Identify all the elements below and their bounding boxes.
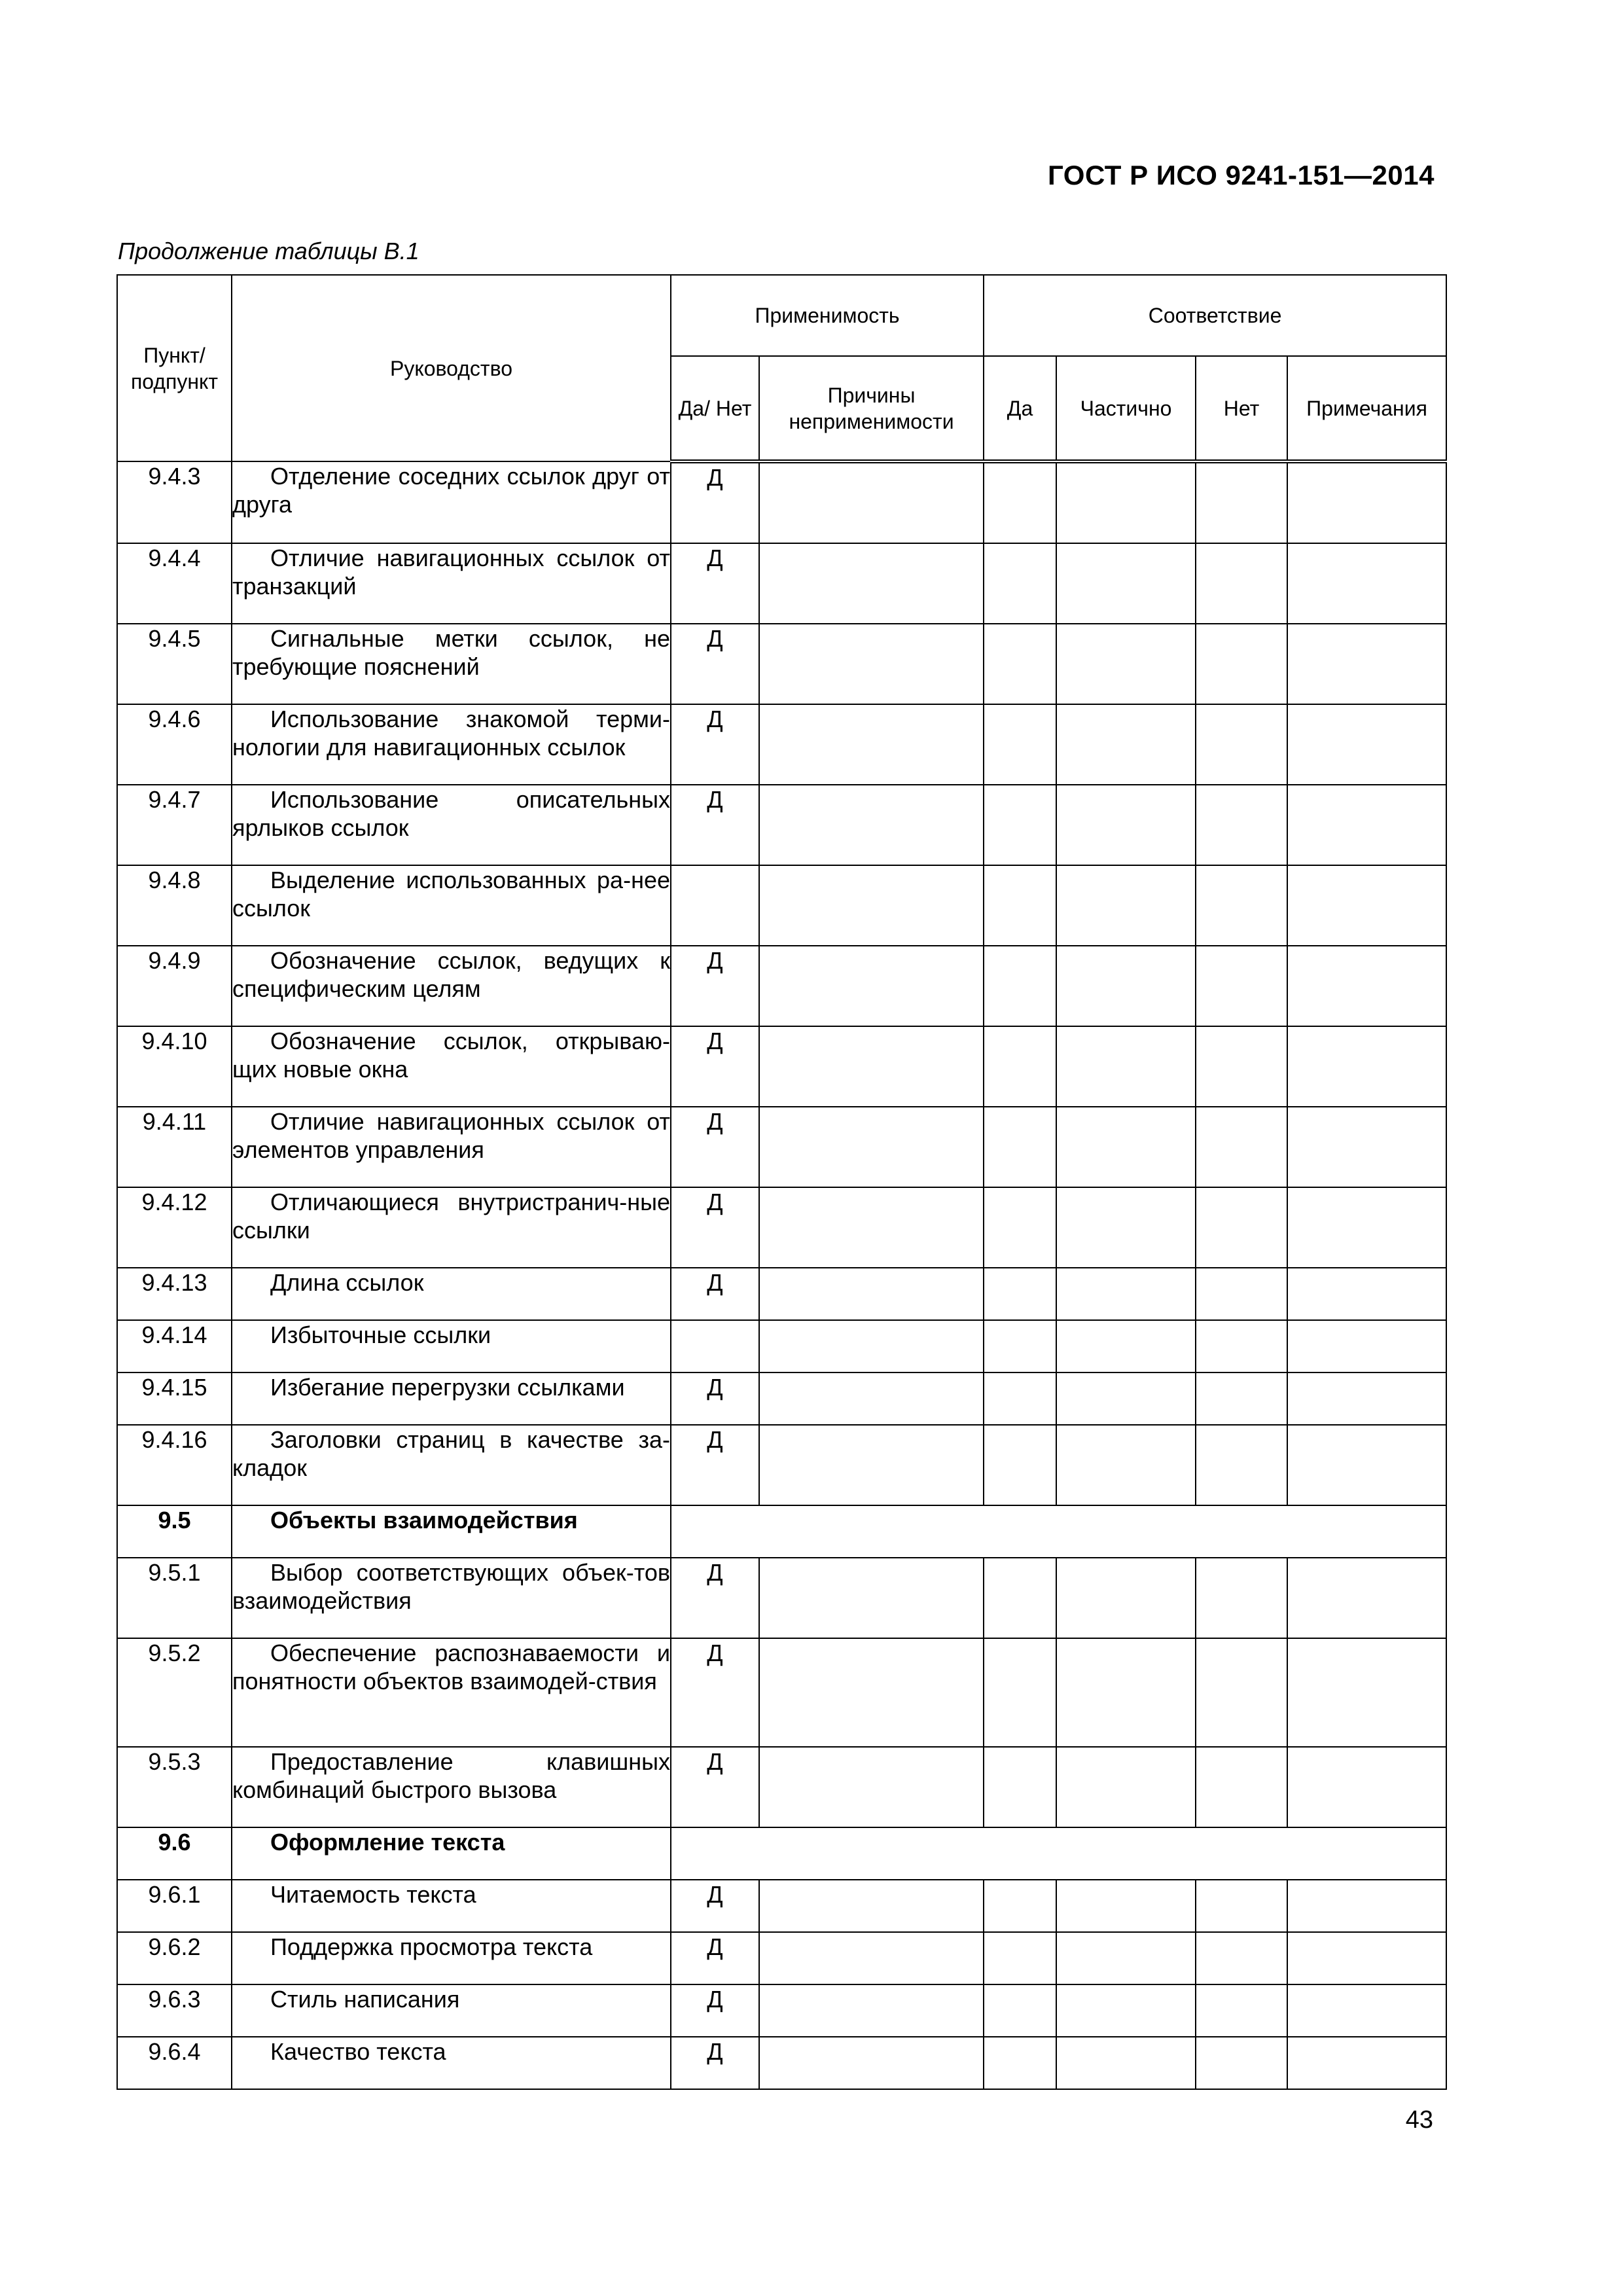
partial-cell [1056, 1638, 1196, 1747]
guidance-cell [232, 1187, 671, 1268]
header-guidance: Руководство [232, 275, 671, 461]
guidance-cell [232, 865, 671, 946]
notes-cell [1287, 1747, 1446, 1827]
guidance-text: Заголовки страниц в качестве за-кладок [232, 1426, 670, 1481]
guidance-text: Обеспечение распознаваемости и понятности объектов взаимодей-ствия [232, 1640, 670, 1695]
no-cell [1196, 461, 1287, 543]
applicability-cell: Д [671, 624, 759, 704]
notes-cell [1287, 1425, 1446, 1505]
table-caption: Продолжение таблицы В.1 [118, 238, 419, 264]
no-cell [1196, 785, 1287, 865]
table-row [117, 1107, 1446, 1187]
guidance-text: Длина ссылок [270, 1269, 424, 1296]
guidance-text: Читаемость текста [270, 1881, 476, 1908]
guidance-cell [232, 1372, 671, 1425]
reasons-cell [759, 1638, 984, 1747]
notes-cell [1287, 1638, 1446, 1747]
applicability-cell: Д [671, 1880, 759, 1932]
table-row [117, 1932, 1446, 1984]
partial-cell [1056, 1268, 1196, 1320]
notes-cell [1287, 1932, 1446, 1984]
guidance-cell [232, 1107, 671, 1187]
yes-cell [984, 1984, 1056, 2037]
guidance-cell [232, 1827, 671, 1880]
header-partial: Частично [1056, 356, 1196, 461]
item-number: 9.5.3 [117, 1747, 232, 1827]
guidance-text: Использование знакомой терми-нологии для навигационных ссылок [232, 706, 670, 761]
guidance-cell [232, 1320, 671, 1372]
yes-cell [984, 1026, 1056, 1107]
item-number: 9.6.3 [117, 1984, 232, 2037]
applicability-cell: Д [671, 1425, 759, 1505]
notes-cell [1287, 461, 1446, 543]
no-cell [1196, 1372, 1287, 1425]
partial-cell [1056, 461, 1196, 543]
guidance-cell [232, 1747, 671, 1827]
table-row [117, 1320, 1446, 1372]
no-cell [1196, 1747, 1287, 1827]
yes-cell [984, 785, 1056, 865]
table-row [117, 461, 1446, 543]
applicability-cell: Д [671, 704, 759, 785]
item-number: 9.4.6 [117, 704, 232, 785]
notes-cell [1287, 1187, 1446, 1268]
no-cell [1196, 1932, 1287, 1984]
applicability-cell: Д [671, 1026, 759, 1107]
table-row [117, 543, 1446, 624]
guidance-cell [232, 624, 671, 704]
table-row [117, 1638, 1446, 1747]
table-row [117, 704, 1446, 785]
partial-cell [1056, 1932, 1196, 1984]
document-code: ГОСТ Р ИСО 9241-151—2014 [1048, 160, 1435, 190]
yes-cell [984, 543, 1056, 624]
no-cell [1196, 624, 1287, 704]
table-row [117, 1268, 1446, 1320]
yes-cell [984, 704, 1056, 785]
partial-cell [1056, 1187, 1196, 1268]
notes-cell [1287, 543, 1446, 624]
yes-cell [984, 1638, 1056, 1747]
notes-cell [1287, 1026, 1446, 1107]
applicability-cell [671, 1320, 759, 1372]
reasons-cell [759, 785, 984, 865]
table-row [117, 1425, 1446, 1505]
yes-cell [984, 1187, 1056, 1268]
partial-cell [1056, 1880, 1196, 1932]
applicability-cell: Д [671, 2037, 759, 2089]
header-item: Пункт/ подпункт [117, 275, 232, 461]
table-row [117, 1880, 1446, 1932]
guidance-text: Поддержка просмотра текста [270, 1933, 593, 1960]
yes-cell [984, 461, 1056, 543]
applicability-cell [671, 865, 759, 946]
guidance-text: Выделение использованных ра-нее ссылок [232, 867, 670, 922]
reasons-cell [759, 1558, 984, 1638]
guidance-text: Стиль написания [270, 1986, 460, 2013]
no-cell [1196, 1984, 1287, 2037]
reasons-cell [759, 624, 984, 704]
partial-cell [1056, 1107, 1196, 1187]
partial-cell [1056, 2037, 1196, 2089]
reasons-cell [759, 1372, 984, 1425]
guidance-text: Избыточные ссылки [270, 1321, 491, 1348]
yes-cell [984, 624, 1056, 704]
yes-cell [984, 1320, 1056, 1372]
reasons-cell [759, 1984, 984, 2037]
item-number: 9.4.13 [117, 1268, 232, 1320]
guidance-text: Оформление текста [270, 1829, 505, 1856]
no-cell [1196, 865, 1287, 946]
no-cell [1196, 1107, 1287, 1187]
table-row [117, 1187, 1446, 1268]
guidance-text: Отличие навигационных ссылок от элементов управления [232, 1108, 670, 1163]
partial-cell [1056, 785, 1196, 865]
item-number: 9.4.4 [117, 543, 232, 624]
partial-cell [1056, 1747, 1196, 1827]
item-number: 9.4.10 [117, 1026, 232, 1107]
notes-cell [1287, 1107, 1446, 1187]
guidance-cell [232, 1638, 671, 1747]
item-number: 9.4.11 [117, 1107, 232, 1187]
guidance-cell [232, 1268, 671, 1320]
yes-cell [984, 1372, 1056, 1425]
partial-cell [1056, 1984, 1196, 2037]
applicability-cell: Д [671, 1747, 759, 1827]
reasons-cell [759, 543, 984, 624]
applicability-cell: Д [671, 543, 759, 624]
guidance-cell [232, 704, 671, 785]
no-cell [1196, 946, 1287, 1026]
header-notes: Примечания [1287, 356, 1446, 461]
notes-cell [1287, 865, 1446, 946]
guidance-text: Обозначение ссылок, ведущих к специфическим целям [232, 947, 670, 1002]
reasons-cell [759, 1268, 984, 1320]
guidance-text: Предоставление клавишных комбинаций быстрого вызова [232, 1748, 670, 1803]
guidance-cell [232, 461, 671, 543]
guidance-cell [232, 1880, 671, 1932]
reasons-cell [759, 2037, 984, 2089]
yes-cell [984, 1268, 1056, 1320]
header-yes-no: Да/ Нет [671, 356, 759, 461]
applicability-cell: Д [671, 1932, 759, 1984]
no-cell [1196, 1320, 1287, 1372]
item-number: 9.6.2 [117, 1932, 232, 1984]
item-number: 9.4.5 [117, 624, 232, 704]
header-no: Нет [1196, 356, 1287, 461]
no-cell [1196, 1268, 1287, 1320]
yes-cell [984, 1880, 1056, 1932]
guidance-cell [232, 1505, 671, 1558]
reasons-cell [759, 1320, 984, 1372]
header-applicability: Применимость [671, 275, 984, 356]
yes-cell [984, 1747, 1056, 1827]
applicability-cell: Д [671, 461, 759, 543]
no-cell [1196, 1026, 1287, 1107]
item-number: 9.4.14 [117, 1320, 232, 1372]
item-number: 9.5.1 [117, 1558, 232, 1638]
guidance-text: Обозначение ссылок, открываю-щих новые окна [232, 1028, 670, 1083]
applicability-cell: Д [671, 946, 759, 1026]
guidance-cell [232, 785, 671, 865]
notes-cell [1287, 1268, 1446, 1320]
item-number: 9.4.12 [117, 1187, 232, 1268]
notes-cell [1287, 1558, 1446, 1638]
yes-cell [984, 1425, 1056, 1505]
page-number: 43 [1405, 2106, 1433, 2134]
reasons-cell [759, 1026, 984, 1107]
item-number: 9.4.16 [117, 1425, 232, 1505]
guidance-text: Качество текста [270, 2038, 446, 2065]
guidance-cell [232, 946, 671, 1026]
no-cell [1196, 1880, 1287, 1932]
table-row [117, 1558, 1446, 1638]
guidance-cell [232, 1558, 671, 1638]
item-number: 9.4.9 [117, 946, 232, 1026]
guidance-cell [232, 1425, 671, 1505]
notes-cell [1287, 624, 1446, 704]
notes-cell [1287, 1372, 1446, 1425]
header-conformance: Соответствие [984, 275, 1446, 356]
table-row [117, 1372, 1446, 1425]
item-number: 9.6.4 [117, 2037, 232, 2089]
notes-cell [1287, 2037, 1446, 2089]
yes-cell [984, 1932, 1056, 1984]
guidance-text: Отличие навигационных ссылок от транзакций [232, 545, 670, 600]
reasons-cell [759, 946, 984, 1026]
item-number: 9.4.8 [117, 865, 232, 946]
table-row [117, 946, 1446, 1026]
yes-cell [984, 1107, 1056, 1187]
yes-cell [984, 1558, 1056, 1638]
section-empty-cell [671, 1505, 1446, 1558]
header-reasons: Причины неприменимости [759, 356, 984, 461]
notes-cell [1287, 1984, 1446, 2037]
table-row [117, 1026, 1446, 1107]
conformance-table [116, 274, 1447, 2090]
no-cell [1196, 1638, 1287, 1747]
partial-cell [1056, 1320, 1196, 1372]
applicability-cell: Д [671, 1984, 759, 2037]
applicability-cell: Д [671, 1268, 759, 1320]
notes-cell [1287, 1880, 1446, 1932]
partial-cell [1056, 1425, 1196, 1505]
yes-cell [984, 2037, 1056, 2089]
item-number: 9.5.2 [117, 1638, 232, 1747]
reasons-cell [759, 1747, 984, 1827]
table-row [117, 624, 1446, 704]
no-cell [1196, 704, 1287, 785]
item-number: 9.6 [117, 1827, 232, 1880]
section-row [117, 1827, 1446, 1880]
no-cell [1196, 2037, 1287, 2089]
reasons-cell [759, 461, 984, 543]
reasons-cell [759, 704, 984, 785]
reasons-cell [759, 1107, 984, 1187]
no-cell [1196, 1558, 1287, 1638]
applicability-cell: Д [671, 1558, 759, 1638]
reasons-cell [759, 865, 984, 946]
guidance-text: Отделение соседних ссылок друг от друга [232, 463, 670, 518]
applicability-cell: Д [671, 785, 759, 865]
item-number: 9.4.15 [117, 1372, 232, 1425]
applicability-cell: Д [671, 1187, 759, 1268]
yes-cell [984, 865, 1056, 946]
reasons-cell [759, 1425, 984, 1505]
partial-cell [1056, 704, 1196, 785]
applicability-cell: Д [671, 1372, 759, 1425]
notes-cell [1287, 704, 1446, 785]
partial-cell [1056, 543, 1196, 624]
partial-cell [1056, 946, 1196, 1026]
partial-cell [1056, 624, 1196, 704]
reasons-cell [759, 1932, 984, 1984]
yes-cell [984, 946, 1056, 1026]
guidance-cell [232, 2037, 671, 2089]
guidance-text: Отличающиеся внутристранич-ные ссылки [232, 1189, 670, 1244]
no-cell [1196, 543, 1287, 624]
section-row [117, 1505, 1446, 1558]
no-cell [1196, 1425, 1287, 1505]
guidance-text: Объекты взаимодействия [270, 1507, 578, 1534]
reasons-cell [759, 1880, 984, 1932]
partial-cell [1056, 1372, 1196, 1425]
section-empty-cell [671, 1827, 1446, 1880]
table-row [117, 2037, 1446, 2089]
no-cell [1196, 1187, 1287, 1268]
notes-cell [1287, 1320, 1446, 1372]
partial-cell [1056, 1026, 1196, 1107]
guidance-cell [232, 1026, 671, 1107]
guidance-cell [232, 543, 671, 624]
partial-cell [1056, 865, 1196, 946]
partial-cell [1056, 1558, 1196, 1638]
reasons-cell [759, 1187, 984, 1268]
guidance-text: Избегание перегрузки ссылками [270, 1374, 625, 1401]
item-number: 9.4.3 [117, 461, 232, 543]
guidance-text: Сигнальные метки ссылок, не требующие пояснений [232, 625, 670, 680]
guidance-text: Использование описательных ярлыков ссылок [232, 786, 670, 841]
applicability-cell: Д [671, 1107, 759, 1187]
guidance-cell [232, 1932, 671, 1984]
notes-cell [1287, 946, 1446, 1026]
header-yes: Да [984, 356, 1056, 461]
guidance-text: Выбор соответствующих объек-тов взаимодействия [232, 1559, 670, 1614]
table-row [117, 1747, 1446, 1827]
table-row [117, 1984, 1446, 2037]
applicability-cell: Д [671, 1638, 759, 1747]
item-number: 9.5 [117, 1505, 232, 1558]
table-row [117, 785, 1446, 865]
item-number: 9.4.7 [117, 785, 232, 865]
guidance-cell [232, 1984, 671, 2037]
table-row [117, 865, 1446, 946]
notes-cell [1287, 785, 1446, 865]
item-number: 9.6.1 [117, 1880, 232, 1932]
